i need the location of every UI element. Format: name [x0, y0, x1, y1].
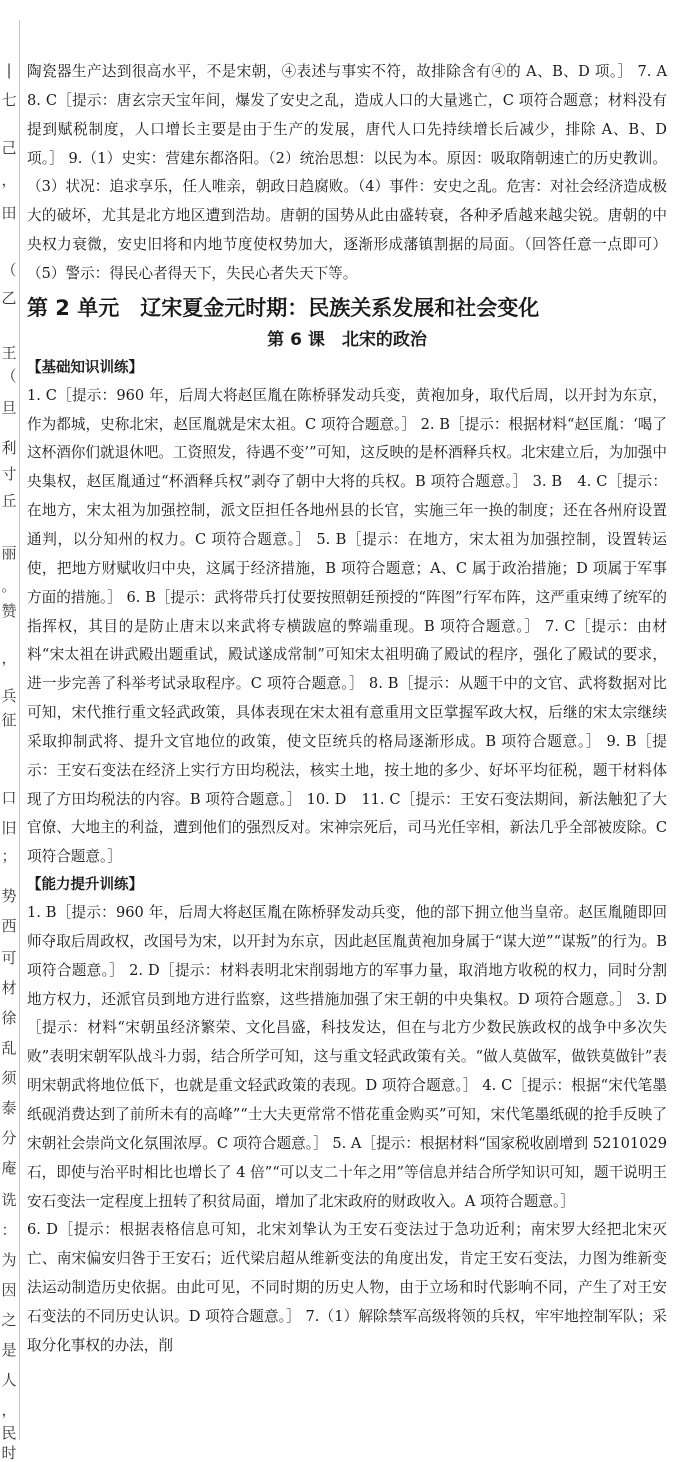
- margin-fragment: 为: [1, 1251, 17, 1269]
- margin-fragment: 徐: [1, 1009, 17, 1027]
- margin-fragment: ，: [1, 171, 17, 189]
- margin-fragment: 诜: [1, 1191, 17, 1209]
- margin-fragment: 之: [1, 1311, 17, 1329]
- margin-fragment: 人: [1, 1371, 17, 1389]
- margin-fragment: 。: [1, 577, 17, 595]
- ability-training-heading: 【能力提升训练】: [27, 877, 143, 894]
- margin-fragment: 乱: [1, 1039, 17, 1057]
- margin-fragment: 是: [1, 1341, 17, 1359]
- margin-fragment: 西: [1, 917, 17, 935]
- unit-title: 第 2 单元 辽宋夏金元时期：民族关系发展和社会变化: [27, 295, 540, 320]
- margin-fragment: 寸: [1, 465, 17, 483]
- margin-fragment: 赞: [1, 602, 17, 620]
- margin-fragment: 可: [1, 949, 17, 967]
- margin-fragment: 口: [1, 789, 17, 807]
- margin-fragment: |: [6, 61, 12, 79]
- margin-fragment: 七: [1, 91, 17, 109]
- margin-fragment: 庵: [1, 1159, 17, 1177]
- ability-training-answers: 1. B［提示：960 年，后周大将赵匡胤在陈桥驿发动兵变，他的部下拥立他当皇帝。赵匡胤随即回师夺取后周政权，改国号为宋，以开封为东京，因此赵匡胤黄袍加身属于“谋大逆”“谋叛”的行为。B 项符合题意。］ 2. D［提示：材料表明北宋削弱地方的军事力量，取消地方收税的权力，同时分割地方权力，还派官员到地方进行监察，这些措施加强了宋王朝的中央集权。D 项符合题意。］ 3. D［提示：材料“宋朝虽经济繁荣、文化昌盛，科技发达，但在与北方少数民族政权的战争中多次失败”表明宋朝军队战斗力弱，结合所学可知，这与重文轻武政策有关。“做人莫做军，做铁莫做针”表明宋朝武将地位低下，也就是重文轻武政策的表现。D 项符合题意。］ 4. C［提示：根据“宋代笔墨纸砚消费达到了前所未有的高峰”“士大夫更常常不惜花重金购买”可知，宋代笔墨纸砚的抢手反映了宋朝社会崇尚文化氛围浓厚。C 项符合题意。］ 5. A［提示：根据材料“国家税收剧增到 52101029 石，即使与治平时相比也增长了 4 倍”“可以支二十年之用”等信息并结合所学知识可知，题干说明王安石变法一定程度上扭转了积贫局面，增加了北宋政府的财政收入。A 项符合题意。］: [27, 904, 667, 1210]
- basic-training-heading: 【基础知识训练】: [27, 359, 143, 376]
- margin-fragment: 旦: [1, 399, 17, 417]
- margin-fragment: 丘: [1, 492, 17, 510]
- ability-training-answers-continued: 6. D［提示：根据表格信息可知，北宋刘挚认为王安石变法过于急功近利；南宋罗大经把北宋灭亡、南宋偏安归咎于王安石；近代梁启超从维新变法的角度出发，肯定王安石变法，力图为维新变法运动制造历史依据。由此可见，不同时期的历史人物，由于立场和时代影响不同，产生了对王安石变法的不同历史认识。D 项符合题意。］ 7.（1）解除禁军高级将领的兵权，牢牢地控制军队；采取分化事权的办法，削: [27, 1221, 667, 1354]
- margin-fragment: （: [1, 367, 17, 385]
- margin-fragment: 利: [1, 439, 17, 457]
- margin-fragment: 因: [1, 1281, 17, 1299]
- margin-fragment: 乙: [1, 289, 17, 307]
- margin-fragment: 时: [1, 1444, 17, 1462]
- margin-fragment: 兵: [1, 687, 17, 705]
- margin-fragment: 己: [1, 139, 17, 157]
- margin-fragment: （: [1, 261, 17, 279]
- margin-fragment: 丽: [1, 544, 17, 562]
- margin-fragment: ：: [1, 1221, 17, 1239]
- margin-fragment: 分: [1, 1129, 17, 1147]
- margin-fragment: 须: [1, 1069, 17, 1087]
- margin-fragment: 材: [1, 979, 17, 997]
- intro-paragraph: 陶瓷器生产达到很高水平，不是宋朝，④表述与事实不符，故排除含有④的 A、B、D 项。］ 7. A 8. C［提示：唐玄宗天宝年间，爆发了安史之乱，造成人口的大量逃亡，C 项符合题意；材料没有提到赋税制度，人口增长主要是由于生产的发展，唐代人口先持续增长后减少，排除 A、B、D 项。］ 9.（1）史实：营建东都洛阳。（2）统治思想：以民为本。原因：吸取隋朝速亡的历史教训。（3）状况：追求享乐，任人唯亲，朝政日趋腐败。（4）事件：安史之乱。危害：对社会经济造成极大的破坏，尤其是北方地区遭到浩劫。唐朝的国势从此由盛转衰，各种矛盾越来越尖锐。唐朝的中央权力衰微，安史旧将和内地节度使权势加大，逐渐形成藩镇割据的局面。（回答任意一点即可）（5）警示：得民心者得天下，失民心者失天下等。: [27, 63, 682, 282]
- basic-training-answers: 1. C［提示：960 年，后周大将赵匡胤在陈桥驿发动兵变，黄袍加身，取代后周，以开封为东京，作为都城，史称北宋，赵匡胤就是宋太祖。C 项符合题意。］ 2. B［提示：根据材料“赵匡胤：‘喝了这杯酒你们就退休吧。工资照发，待遇不变’”可知，这反映的是杯酒释兵权。北宋建立后，为加强中央集权，赵匡胤通过“杯酒释兵权”剥夺了朝中大将的兵权。B 项符合题意。］ 3. B 4. C［提示：在地方，宋太祖为加强控制，派文臣担任各地州县的长官，实施三年一换的制度；还在各州府设置通判，以分知州的权力。C 项符合题意。］ 5. B［提示：在地方，宋太祖为加强控制，设置转运使，把地方财赋收归中央，这属于经济措施，B 项符合题意；A、C 属于政治措施；D 项属于军事方面的措施。］ 6. B［提示：武将带兵打仗要按照朝廷预授的“阵图”行军布阵，这严重束缚了统军的指挥权，其目的是防止唐末以来武将专横跋扈的弊端重现。B 项符合题意。］ 7. C［提示：由材料“宋太祖在讲武殿出题重试，殿试遂成常制”可知宋太祖明确了殿试的程序，强化了殿试的要求，进一步完善了科举考试录取程序。C 项符合题意。］ 8. B［提示：从题干中的文官、武将数据对比可知，宋代推行重文轻武政策，具体表现在宋太祖有意重用文臣掌握军政大权，后继的宋太宗继续采取抑制武将、提升文官地位的政策，使文臣统兵的格局逐渐形成。B 项符合题意。］ 9. B［提示：王安石变法在经济上实行方田均税法，核实土地，按土地的多少、好坏平均征税，题干材料体现了方田均税法的内容。B 项符合题意。］ 10. D 11. C［提示：王安石变法期间，新法触犯了大官僚、大地主的利益，遭到他们的强烈反对。宋神宗死后，司马光任宰相，新法几乎全部被废除。C 项符合题意。］: [27, 386, 667, 866]
- margin-fragment: 田: [1, 204, 17, 222]
- margin-fragment: 王: [1, 344, 17, 362]
- margin-divider: [19, 20, 20, 1440]
- margin-fragment: 征: [1, 711, 17, 729]
- lesson-title: 第 6 课 北宋的政治: [267, 329, 427, 350]
- left-margin-fragments: [0, 0, 18, 1462]
- margin-fragment: ，: [1, 649, 17, 667]
- margin-fragment: ，: [1, 1401, 17, 1419]
- answer-content: [27, 58, 682, 1361]
- margin-fragment: 旧: [1, 819, 17, 837]
- margin-fragment: 泰: [1, 1099, 17, 1117]
- margin-fragment: 势: [1, 887, 17, 905]
- margin-fragment: ；: [1, 847, 17, 865]
- margin-fragment: 民: [1, 1424, 17, 1442]
